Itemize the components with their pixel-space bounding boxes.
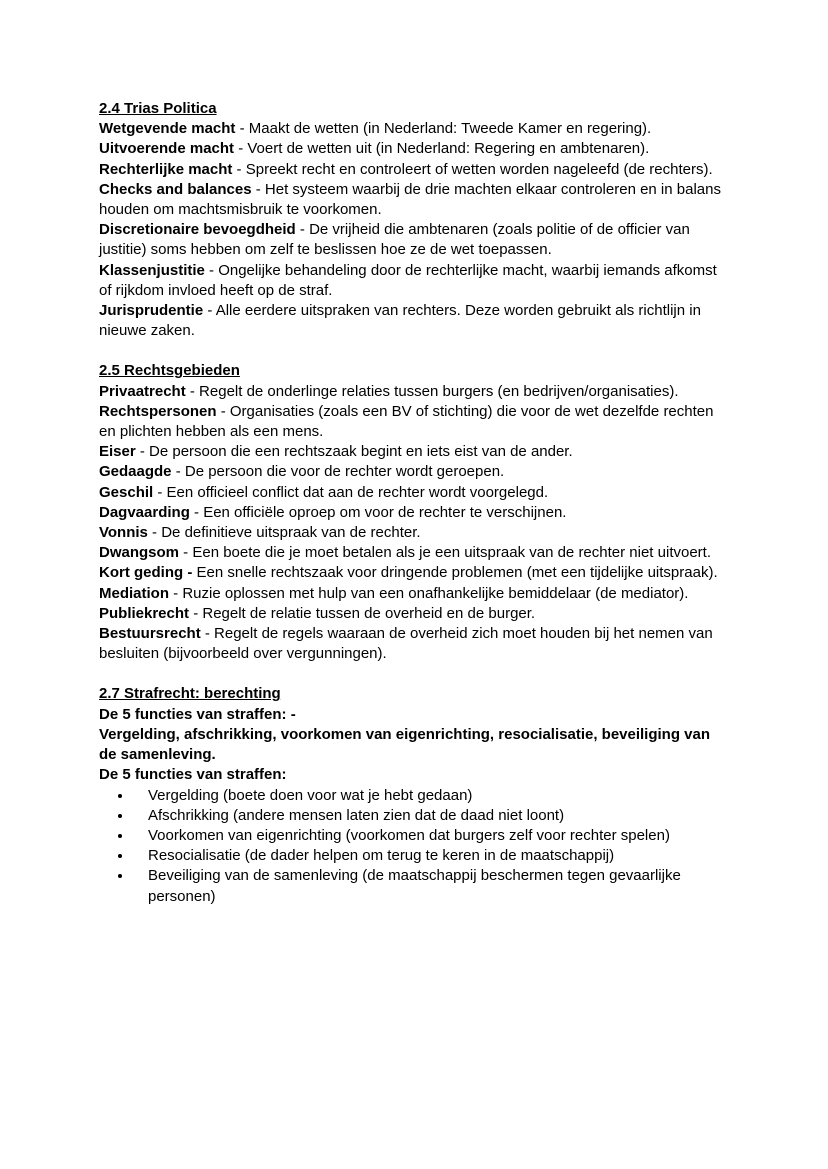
definition-item xyxy=(99,220,731,260)
definition-text: - Een officieel conflict dat aan de rechter wordt voorgelegd. xyxy=(157,483,549,501)
definition-text: - Regelt de regels waaraan de overheid zich moet houden bij het nemen van besluiten (bijvoorbeeld over vergunningen). xyxy=(99,625,713,663)
section-rechtsgebieden xyxy=(99,361,731,664)
definition-item xyxy=(99,584,731,604)
definition-text: - De persoon die een rechtszaak begint en iets eist van de ander. xyxy=(135,443,573,461)
definition-term: Vonnis xyxy=(99,524,148,542)
definition-text: - Ruzie oplossen met hulp van een onafhankelijke bemiddelaar (de mediator). xyxy=(169,584,689,602)
definition-item xyxy=(99,462,731,482)
definition-item xyxy=(99,139,731,159)
section-strafrecht-berechting xyxy=(99,684,731,906)
definition-item xyxy=(99,402,731,442)
definition-text: - Een officiële oproep om voor de rechter te verschijnen. xyxy=(189,503,567,521)
definition-term: Klassenjustitie xyxy=(99,261,205,279)
definition-text: - Voert de wetten uit (in Nederland: Regering en ambtenaren). xyxy=(234,140,650,158)
section-heading: 2.4 Trias Politica xyxy=(99,100,217,117)
definition-item xyxy=(99,382,731,402)
definition-term: Discretionaire bevoegdheid xyxy=(99,221,296,239)
section-trias-politica xyxy=(99,99,731,341)
definition-term: Rechterlijke macht xyxy=(99,160,233,178)
list-item: • Beveiliging van de samenleving (de maatschappij beschermen tegen gevaarlijke personen) xyxy=(133,866,731,906)
definition-item xyxy=(99,563,731,583)
bold-line: De 5 functies van straffen: - xyxy=(99,705,296,723)
definition-text: - Organisaties (zoals een BV of stichting) die voor de wet dezelfde rechten en plichten hebben als een mens. xyxy=(99,402,714,441)
definition-item xyxy=(99,523,731,543)
definition-text: - Een boete die je moet betalen als je een uitspraak van de rechter niet uitvoert. xyxy=(179,544,712,562)
definition-term: Kort geding - xyxy=(99,564,193,582)
definition-item xyxy=(99,442,731,462)
definition-text: - Regelt de relatie tussen de overheid en de burger. xyxy=(189,604,536,622)
definition-text: - Maakt de wetten (in Nederland: Tweede Kamer en regering). xyxy=(235,120,652,138)
definition-item xyxy=(99,503,731,523)
definition-term: Publiekrecht xyxy=(99,604,190,622)
definition-item xyxy=(99,483,731,503)
definition-term: Checks and balances xyxy=(99,180,252,198)
definition-term: Dagvaarding xyxy=(99,503,190,521)
definition-item xyxy=(99,261,731,301)
definition-text: Een snelle rechtszaak voor dringende problemen (met een tijdelijke uitspraak). xyxy=(192,564,718,582)
definition-item xyxy=(99,624,731,664)
definition-item xyxy=(99,301,731,341)
bold-line: De 5 functies van straffen: xyxy=(99,766,287,784)
list-item: • Afschrikking (andere mensen laten zien dat de daad niet loont) xyxy=(133,806,731,826)
definition-text: - Het systeem waarbij de drie machten elkaar controleren en in balans houden om machtsmisbruik te voorkomen. xyxy=(99,180,721,219)
definition-term: Uitvoerende macht xyxy=(99,140,235,158)
definition-term: Geschil xyxy=(99,483,158,501)
definition-term: Rechtspersonen xyxy=(99,402,217,420)
definition-item xyxy=(99,180,731,220)
definition-item xyxy=(99,160,731,180)
definition-text: - De definitieve uitspraak van de rechter. xyxy=(147,524,421,542)
definition-term: Mediation xyxy=(99,584,169,602)
definition-term: Bestuursrecht xyxy=(99,625,205,643)
functions-bullet-list xyxy=(99,786,731,907)
list-item: • Resocialisatie (de dader helpen om terug te keren in de maatschappij) xyxy=(133,846,731,866)
list-item: • Voorkomen van eigenrichting (voorkomen dat burgers zelf voor rechter spelen) xyxy=(133,826,731,846)
definition-term: Jurisprudentie xyxy=(99,302,204,320)
definition-term: Privaatrecht xyxy=(99,382,186,400)
definition-item xyxy=(99,543,731,563)
definition-item xyxy=(99,119,731,139)
document-content xyxy=(99,99,731,927)
definition-term: Eiser xyxy=(99,443,136,461)
section-heading: 2.5 Rechtsgebieden xyxy=(99,362,240,380)
definition-text: - Regelt de onderlinge relaties tussen burgers (en bedrijven/organisaties). xyxy=(185,382,679,400)
definition-text: - Alle eerdere uitspraken van rechters. Deze worden gebruikt als richtlijn in nieuwe zaken. xyxy=(99,302,701,340)
definition-term: Wetgevende macht xyxy=(99,120,236,138)
definition-item xyxy=(99,604,731,624)
section-heading: 2.7 Strafrecht: berechting xyxy=(99,685,281,703)
definition-text: - De vrijheid die ambtenaren (zoals politie of de officier van justitie) soms hebben om zelf te beslissen hoe ze de wet toepassen. xyxy=(99,221,690,259)
definition-text: - De persoon die voor de rechter wordt geroepen. xyxy=(171,463,505,481)
list-item: • Vergelding (boete doen voor wat je hebt gedaan) xyxy=(133,786,731,806)
definition-text: - Spreekt recht en controleert of wetten worden nageleefd (de rechters). xyxy=(232,160,713,178)
definition-term: Dwangsom xyxy=(99,544,180,562)
definition-term: Gedaagde xyxy=(99,463,172,481)
bold-line: Vergelding, afschrikking, voorkomen van eigenrichting, resocialisatie, beveiliging van de samenleving. xyxy=(99,725,711,764)
definition-text: - Ongelijke behandeling door de rechterlijke macht, waarbij iemands afkomst of rijkdom invloed heeft op de straf. xyxy=(99,261,717,299)
